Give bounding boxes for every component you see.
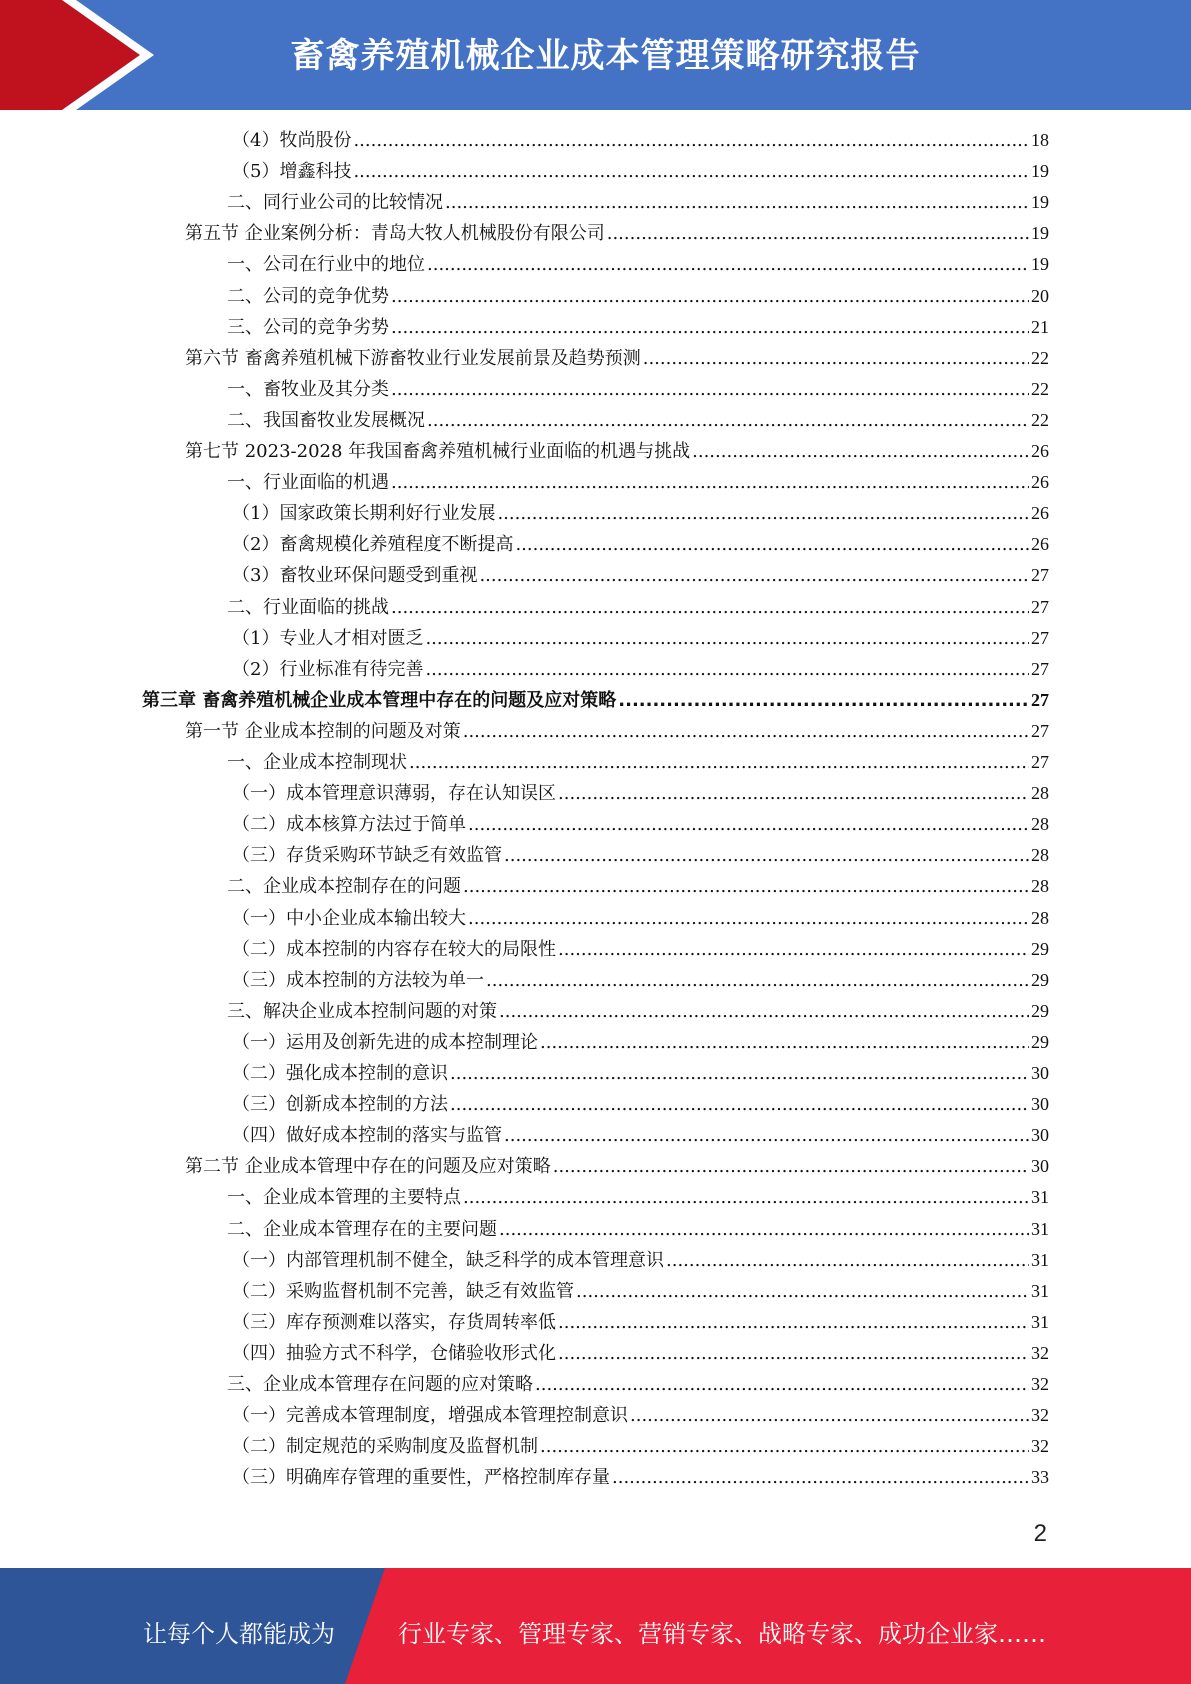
toc-entry-page: 33 [1031, 1467, 1049, 1488]
toc-dot-leader [468, 814, 1029, 835]
toc-dot-leader [558, 939, 1029, 960]
toc-entry[interactable] [232, 1308, 1049, 1339]
toc-entry-label: 三、解决企业成本控制问题的对策 [227, 1000, 497, 1022]
toc-entry-label: （2）畜禽规模化养殖程度不断提高 [232, 534, 514, 556]
toc-entry-label: （3）畜牧业环保问题受到重视 [232, 565, 478, 587]
toc-dot-leader [353, 161, 1029, 182]
toc-entry[interactable] [227, 1183, 1049, 1214]
toc-entry-label: （二）成本控制的内容存在较大的局限性 [232, 938, 556, 960]
toc-entry-label: （2）行业标准有待完善 [232, 658, 424, 680]
toc-entry-label: 第三章 畜禽养殖机械企业成本管理中存在的问题及应对策略 [142, 689, 617, 711]
toc-entry[interactable] [232, 904, 1049, 935]
toc-dot-leader [391, 597, 1029, 618]
toc-entry-label: （二）制定规范的采购制度及监督机制 [232, 1436, 538, 1458]
toc-dot-leader [450, 1094, 1029, 1115]
page-footer [0, 1568, 1191, 1684]
toc-entry-page: 28 [1031, 845, 1049, 866]
toc-entry-label: 二、同行业公司的比较情况 [227, 192, 443, 214]
toc-entry[interactable] [232, 624, 1049, 655]
toc-entry[interactable] [232, 966, 1049, 997]
toc-dot-leader [692, 441, 1029, 462]
toc-dot-leader [486, 970, 1029, 991]
toc-entry[interactable] [232, 1059, 1049, 1090]
page-number: 2 [1033, 1520, 1047, 1547]
toc-entry-page: 31 [1031, 1249, 1049, 1270]
toc-entry-label: （4）牧尚股份 [232, 130, 352, 151]
toc-entry[interactable] [227, 872, 1049, 903]
toc-entry-label: 一、行业面临的机遇 [227, 472, 389, 494]
toc-entry-label: （三）明确库存管理的重要性，严格控制库存量 [232, 1467, 610, 1489]
toc-dot-leader [468, 908, 1029, 929]
toc-entry-label: （二）采购监督机制不完善，缺乏有效监管 [232, 1280, 574, 1302]
toc-entry-page: 29 [1031, 1031, 1049, 1052]
toc-entry[interactable] [232, 810, 1049, 841]
toc-dot-leader [553, 1156, 1029, 1177]
toc-entry-page: 22 [1031, 347, 1049, 368]
toc-entry[interactable] [227, 1370, 1049, 1401]
toc-dot-leader [463, 721, 1029, 742]
toc-entry[interactable] [232, 779, 1049, 810]
toc-entry[interactable] [227, 748, 1049, 779]
toc-entry-label: 二、公司的竞争优势 [227, 285, 389, 307]
toc-entry-label: （一）运用及创新先进的成本控制理论 [232, 1031, 538, 1053]
toc-dot-leader [425, 659, 1029, 680]
toc-entry[interactable] [232, 1121, 1049, 1152]
toc-entry-label: （5）增鑫科技 [232, 161, 352, 183]
toc-entry[interactable] [185, 344, 1049, 375]
toc-entry-page: 26 [1031, 472, 1049, 493]
toc-entry-page: 29 [1031, 1000, 1049, 1021]
toc-entry-label: （二）强化成本控制的意识 [232, 1063, 448, 1084]
toc-entry[interactable] [142, 686, 1049, 717]
toc-entry-page: 27 [1031, 627, 1049, 648]
toc-entry-page: 28 [1031, 783, 1049, 804]
toc-entry-label: （一）完善成本管理制度，增强成本管理控制意识 [232, 1405, 628, 1427]
toc-entry-label: （四）做好成本控制的落实与监管 [232, 1125, 502, 1147]
toc-entry[interactable] [227, 188, 1049, 219]
toc-entry[interactable] [185, 1152, 1049, 1183]
toc-entry[interactable] [232, 841, 1049, 872]
toc-entry-page: 30 [1031, 1156, 1049, 1177]
toc-entry-label: 二、我国畜牧业发展概况 [227, 409, 425, 431]
toc-entry-page: 31 [1031, 1218, 1049, 1239]
toc-entry[interactable] [227, 375, 1049, 406]
toc-entry[interactable] [232, 1432, 1049, 1463]
toc-entry-page: 27 [1031, 658, 1049, 679]
toc-dot-leader [666, 1250, 1029, 1271]
toc-entry-label: （一）内部管理机制不健全，缺乏科学的成本管理意识 [232, 1249, 664, 1271]
toc-entry[interactable] [232, 1090, 1049, 1121]
document-title: 畜禽养殖机械企业成本管理策略研究报告 [290, 36, 921, 76]
toc-entry-label: （四）抽验方式不科学，仓储验收形式化 [232, 1342, 556, 1364]
toc-entry-page: 28 [1031, 907, 1049, 928]
toc-entry-page: 20 [1031, 285, 1049, 306]
toc-entry-label: 一、公司在行业中的地位 [227, 254, 425, 276]
toc-entry-page: 22 [1031, 378, 1049, 399]
toc-dot-leader [427, 254, 1029, 275]
toc-entry-label: 三、企业成本管理存在问题的应对策略 [227, 1374, 533, 1395]
toc-entry[interactable] [185, 717, 1049, 748]
toc-dot-leader [409, 752, 1029, 773]
toc-dot-leader [504, 845, 1029, 866]
toc-dot-leader [607, 223, 1029, 244]
toc-dot-leader [497, 503, 1029, 524]
toc-entry-page: 26 [1031, 534, 1049, 555]
toc-entry[interactable] [232, 1277, 1049, 1308]
toc-dot-leader [612, 1467, 1029, 1488]
toc-entry-label: 第二节 企业成本管理中存在的问题及应对策略 [185, 1156, 551, 1178]
toc-entry-label: （二）成本核算方法过于简单 [232, 814, 466, 836]
toc-entry-page: 30 [1031, 1125, 1049, 1146]
toc-entry-label: （1）专业人才相对匮乏 [232, 627, 424, 649]
toc-dot-leader [391, 317, 1029, 338]
toc-entry-label: 第七节 2023-2028 年我国畜禽养殖机械行业面临的机遇与挑战 [185, 441, 691, 462]
toc-entry-page: 29 [1031, 938, 1049, 959]
toc-entry-label: 第六节 畜禽养殖机械下游畜牧业行业发展前景及趋势预测 [185, 347, 641, 369]
toc-dot-leader [558, 1312, 1029, 1333]
toc-entry[interactable] [227, 1215, 1049, 1246]
toc-entry-label: 二、企业成本管理存在的主要问题 [227, 1218, 497, 1240]
toc-entry[interactable] [232, 1339, 1049, 1370]
toc-entry[interactable] [227, 468, 1049, 499]
toc-entry-label: （三）存货采购环节缺乏有效监管 [232, 845, 502, 867]
toc-entry[interactable] [232, 935, 1049, 966]
toc-dot-leader [463, 876, 1029, 897]
toc-entry-page: 27 [1031, 565, 1049, 586]
toc-entry-page: 32 [1031, 1374, 1049, 1394]
toc-entry[interactable] [232, 655, 1049, 686]
toc-entry-page: 19 [1031, 192, 1049, 213]
toc-entry[interactable] [232, 561, 1049, 592]
toc-entry-page: 30 [1031, 1094, 1049, 1115]
toc-dot-leader [391, 472, 1029, 493]
toc-dot-leader [540, 1436, 1029, 1457]
toc-entry[interactable] [232, 530, 1049, 561]
toc-entry-page: 27 [1031, 720, 1049, 741]
toc-dot-leader [515, 534, 1029, 555]
toc-entry-page: 21 [1031, 316, 1049, 337]
toc-entry-label: 二、企业成本控制存在的问题 [227, 876, 461, 898]
toc-dot-leader [427, 410, 1029, 431]
toc-entry[interactable] [232, 157, 1049, 188]
toc-entry-page: 26 [1031, 441, 1049, 461]
toc-entry-page: 31 [1031, 1187, 1049, 1208]
toc-entry[interactable] [227, 282, 1049, 313]
toc-entry-page: 22 [1031, 409, 1049, 430]
toc-dot-leader [479, 565, 1029, 586]
toc-entry[interactable] [227, 997, 1049, 1028]
toc-entry-label: （三）成本控制的方法较为单一 [232, 969, 484, 991]
footer-slogan-right: 行业专家、管理专家、营销专家、战略专家、成功企业家…… [398, 1620, 1046, 1648]
toc-entry-label: （一）成本管理意识薄弱，存在认知误区 [232, 783, 556, 805]
toc-entry-page: 31 [1031, 1311, 1049, 1332]
toc-dot-leader [630, 1405, 1029, 1426]
toc-entry[interactable] [232, 499, 1049, 530]
toc-entry-page: 27 [1031, 752, 1049, 772]
toc-entry-label: （1）国家政策长期利好行业发展 [232, 503, 496, 525]
toc-entry-page: 26 [1031, 503, 1049, 524]
toc-entry[interactable] [227, 406, 1049, 437]
toc-entry[interactable] [227, 250, 1049, 281]
toc-dot-leader [425, 628, 1029, 649]
toc-dot-leader [558, 783, 1029, 804]
toc-entry-page: 29 [1031, 969, 1049, 990]
toc-entry-page: 19 [1031, 161, 1049, 182]
toc-entry-label: （三）库存预测难以落实，存货周转率低 [232, 1311, 556, 1333]
toc-dot-leader [391, 379, 1029, 400]
toc-entry-page: 19 [1031, 254, 1049, 275]
toc-dot-leader [499, 1219, 1029, 1240]
toc-dot-leader [445, 192, 1029, 213]
toc-dot-leader [463, 1187, 1029, 1208]
toc-entry-page: 27 [1031, 596, 1049, 617]
toc-entry[interactable] [232, 1246, 1049, 1277]
toc-entry[interactable] [227, 313, 1049, 344]
toc-dot-leader [391, 286, 1029, 307]
toc-entry[interactable] [227, 593, 1049, 624]
toc-entry-label: （三）创新成本控制的方法 [232, 1094, 448, 1116]
page-header [0, 0, 1191, 110]
toc-dot-leader [540, 1032, 1029, 1053]
toc-entry-page: 32 [1031, 1436, 1049, 1457]
toc-entry[interactable] [232, 1401, 1049, 1432]
toc-dot-leader [450, 1063, 1029, 1084]
toc-entry-page: 32 [1031, 1405, 1049, 1426]
toc-dot-leader [535, 1374, 1029, 1395]
toc-entry[interactable] [232, 1463, 1049, 1494]
toc-dot-leader [504, 1125, 1029, 1146]
toc-entry-label: （一）中小企业成本输出较大 [232, 907, 466, 929]
toc-entry-page: 19 [1031, 223, 1049, 244]
toc-entry-label: 二、行业面临的挑战 [227, 596, 389, 618]
toc-entry-label: 三、公司的竞争劣势 [227, 316, 389, 338]
toc-entry-page: 27 [1031, 689, 1049, 710]
toc-dot-leader [643, 348, 1029, 369]
toc-entry-page: 18 [1031, 130, 1049, 150]
toc-entry-page: 28 [1031, 876, 1049, 897]
toc-entry-page: 31 [1031, 1280, 1049, 1301]
toc-dot-leader [618, 690, 1029, 711]
footer-slogan-left: 让每个人都能成为 [143, 1620, 335, 1648]
toc-entry[interactable] [185, 437, 1049, 468]
toc-entry-page: 28 [1031, 814, 1049, 835]
toc-entry-page: 32 [1031, 1342, 1049, 1363]
toc-entry-label: 一、企业成本控制现状 [227, 752, 407, 773]
toc-entry-page: 30 [1031, 1063, 1049, 1083]
toc-entry-label: 第一节 企业成本控制的问题及对策 [185, 720, 461, 742]
toc-entry[interactable] [185, 219, 1049, 250]
toc-entry-label: 一、畜牧业及其分类 [227, 378, 389, 400]
toc-dot-leader [576, 1281, 1029, 1302]
toc-entry-label: 第五节 企业案例分析：青岛大牧人机械股份有限公司 [185, 223, 605, 245]
toc-entry[interactable] [232, 126, 1049, 157]
toc-entry[interactable] [232, 1028, 1049, 1059]
toc-dot-leader [558, 1343, 1029, 1364]
toc-dot-leader [353, 130, 1029, 151]
toc-entry-label: 一、企业成本管理的主要特点 [227, 1187, 461, 1209]
toc-dot-leader [499, 1001, 1029, 1022]
